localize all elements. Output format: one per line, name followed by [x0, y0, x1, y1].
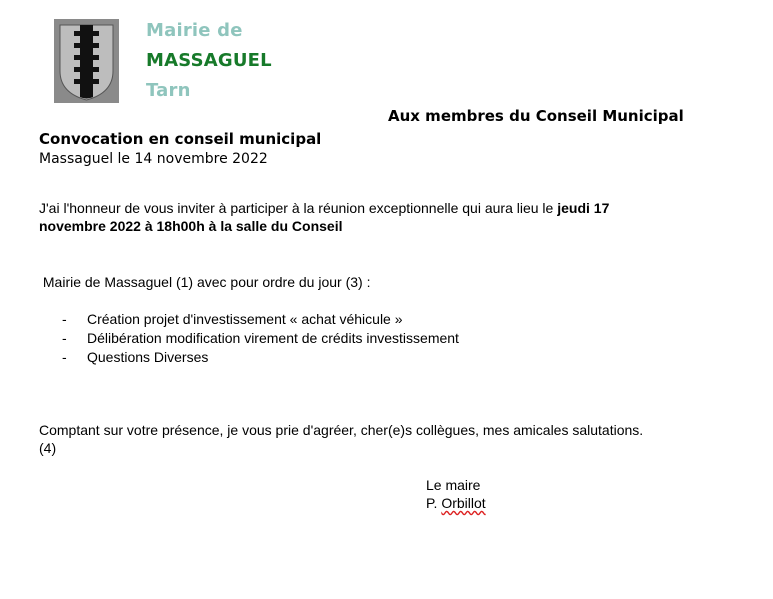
invitation-paragraph [39, 199, 739, 235]
coat-of-arms-logo [54, 19, 119, 103]
closing-note: (4) [39, 440, 57, 456]
signature-initial: P. [426, 495, 442, 511]
header-department: Tarn [146, 80, 191, 101]
closing-line: Comptant sur votre présence, je vous prie d'agréer, cher(e)s collègues, mes amicales salutations. [39, 422, 644, 438]
list-bullet: - [62, 349, 67, 365]
agenda-item: Questions Diverses [87, 349, 209, 365]
list-bullet: - [62, 311, 67, 327]
letter-subject: Convocation en conseil municipal [39, 130, 322, 148]
header-town-name: MASSAGUEL [146, 50, 272, 71]
meeting-date-part1: jeudi 17 [557, 200, 610, 216]
recipient-line: Aux membres du Conseil Municipal [388, 107, 684, 125]
coat-of-arms-icon [54, 19, 119, 103]
agenda-item: Délibération modification virement de crédits investissement [87, 330, 459, 346]
agenda-item: Création projet d'investissement « achat véhicule » [87, 311, 403, 327]
agenda-list [0, 310, 773, 370]
signature-title: Le maire [426, 477, 481, 493]
header-line-1: Mairie de [146, 20, 243, 41]
place-and-date: Massaguel le 14 novembre 2022 [39, 151, 268, 167]
signature-surname: Orbillot [441, 495, 486, 511]
signature-name [426, 494, 486, 512]
invitation-text: J'ai l'honneur de vous inviter à participer à la réunion exceptionnelle qui aura lieu le [39, 200, 558, 216]
list-bullet: - [62, 330, 67, 346]
meeting-date-part2: novembre 2022 à 18h00h à la salle du Conseil [39, 218, 343, 234]
agenda-intro: Mairie de Massaguel (1) avec pour ordre du jour (3) : [39, 274, 371, 290]
